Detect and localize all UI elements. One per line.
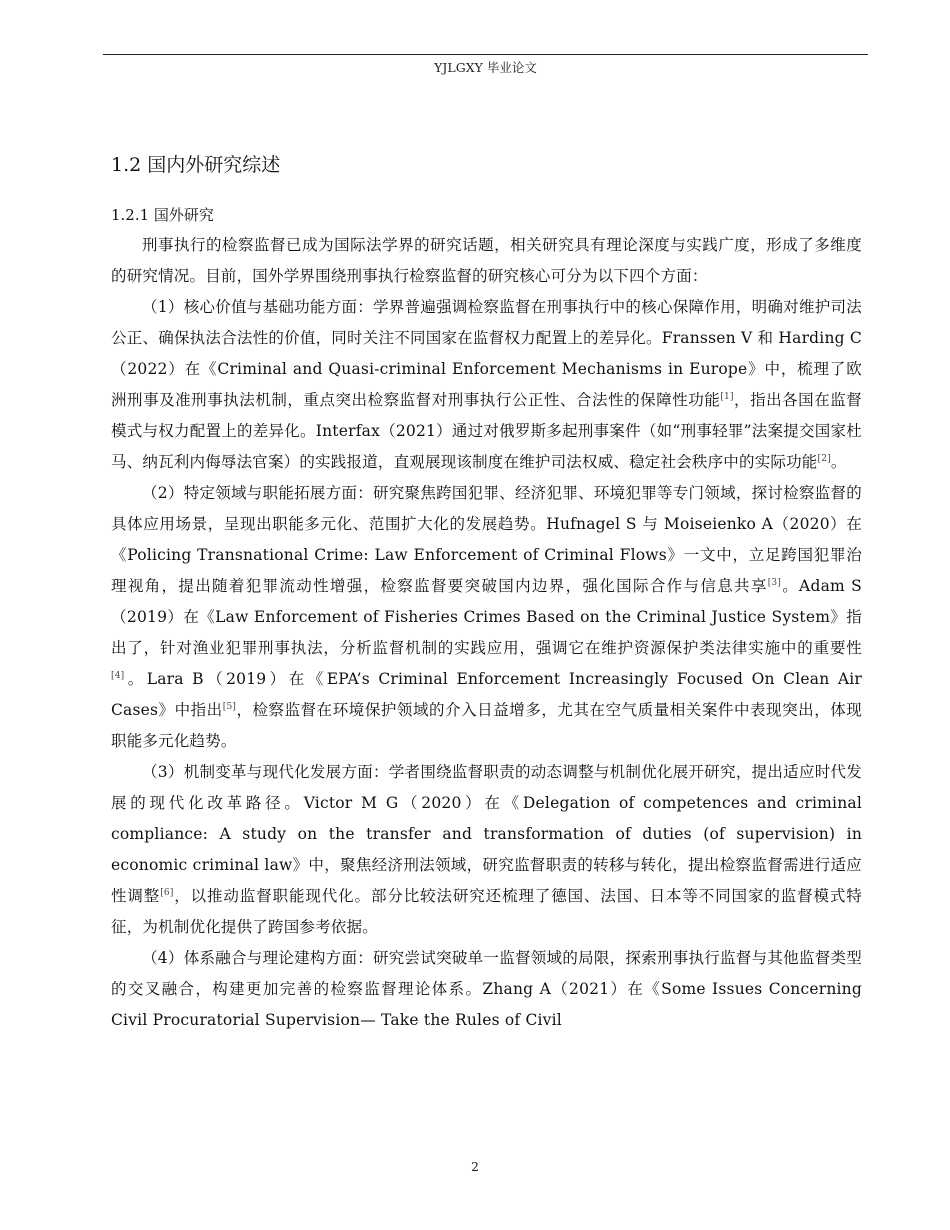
- header-rule: [103, 54, 868, 55]
- paragraph-core-value: [111, 292, 862, 478]
- paragraph-mechanism-reform: [111, 757, 862, 943]
- paragraph-specific-fields: [111, 478, 862, 757]
- paragraph-text: ，指出各国在监督模式与权力配置上的差异化。Interfax（2021）通过对俄罗斯多起刑事案件（如“刑事轻罪”法案提交国家杜马、纳瓦利内侮辱法官案）的实践报道，直观展现该制度在维护司法权威、稳定社会秩序中的实际功能: [111, 391, 862, 471]
- paragraph-text: 。Adam S（2019）在《Law Enforcement of Fisheries Crimes Based on the Criminal Justice System》指出了，针对渔业犯罪刑事执法，分析监督机制的实践应用，强调它在维护资源保护类法律实施中的重要性: [111, 577, 862, 657]
- intro-paragraph: 刑事执行的检察监督已成为国际法学界的研究话题，相关研究具有理论深度与实践广度，形成了多维度的研究情况。目前，国外学界围绕刑事执行检察监督的研究核心可分为以下四个方面：: [111, 236, 862, 285]
- running-header: YJLGXY 毕业论文: [434, 60, 537, 75]
- paragraph-text: （2）特定领域与职能拓展方面：研究聚焦跨国犯罪、经济犯罪、环境犯罪等专门领域，探讨检察监督的具体应用场景，呈现出职能多元化、范围扩大化的发展趋势。Hufnagel S 与 Moiseienko A（2020）在《Policing Transnational Crime: Law Enforcement of Criminal Flows》一文中，立足跨国犯罪治理视角，提出随着犯罪流动性增强，检察监督要突破国内边界，强化国际合作与信息共享: [111, 484, 862, 595]
- paragraph-text: ，检察监督在环境保护领域的介入日益增多，尤其在空气质量相关案件中表现突出，体现职能多元化趋势。: [111, 701, 862, 750]
- paragraph-text: 。: [830, 453, 847, 471]
- citation-3[interactable]: [3]: [767, 578, 782, 588]
- citation-1[interactable]: [1]: [720, 392, 734, 402]
- page-number: 2: [471, 1159, 479, 1174]
- subsection-heading: 1.2.1 国外研究: [111, 206, 214, 224]
- paragraph-text: 。Lara B（2019）在《EPA’s Criminal Enforcement Increasingly Focused On Clean Air Cases》中指出: [111, 670, 862, 719]
- paragraph-text: ，以推动监督职能现代化。部分比较法研究还梳理了德国、法国、日本等不同国家的监督模式特征，为机制优化提供了跨国参考依据。: [111, 887, 862, 936]
- page-body: [111, 148, 862, 1036]
- paragraph-text: （1）核心价值与基础功能方面：学界普遍强调检察监督在刑事执行中的核心保障作用，明确对维护司法公正、确保执法合法性的价值，同时关注不同国家在监督权力配置上的差异化。Franssen V 和 Harding C（2022）在《Criminal and Quasi-criminal Enforcement Mechanisms in Europe》中，梳理了欧洲刑事及准刑事执法机制，重点突出检察监督对刑事执行公正性、合法性的保障性功能: [111, 298, 862, 409]
- paragraph-system-integration: [111, 943, 862, 1036]
- citation-4[interactable]: [4]: [111, 671, 125, 681]
- citation-6[interactable]: [6]: [160, 888, 174, 898]
- paragraph-text: （4）体系融合与理论建构方面：研究尝试突破单一监督领域的局限，探索刑事执行监督与其他监督类型的交叉融合，构建更加完善的检察监督理论体系。Zhang A（2021）在《Some Issues Concerning Civil Procuratorial Supervision— Take the Rules of Civil: [111, 949, 862, 1029]
- citation-5[interactable]: [5]: [222, 702, 237, 712]
- paragraph-text: （3）机制变革与现代化发展方面：学者围绕监督职责的动态调整与机制优化展开研究，提出适应时代发展的现代化改革路径。Victor M G（2020）在《Delegation of competences and criminal compliance: A study on the transfer and transformation of duties (of supervision) in economic criminal law》中，聚焦经济刑法领域，研究监督职责的转移与转化，提出检察监督需进行适应性调整: [111, 763, 862, 905]
- citation-2[interactable]: [2]: [817, 454, 831, 464]
- section-heading: 1.2 国内外研究综述: [111, 154, 281, 176]
